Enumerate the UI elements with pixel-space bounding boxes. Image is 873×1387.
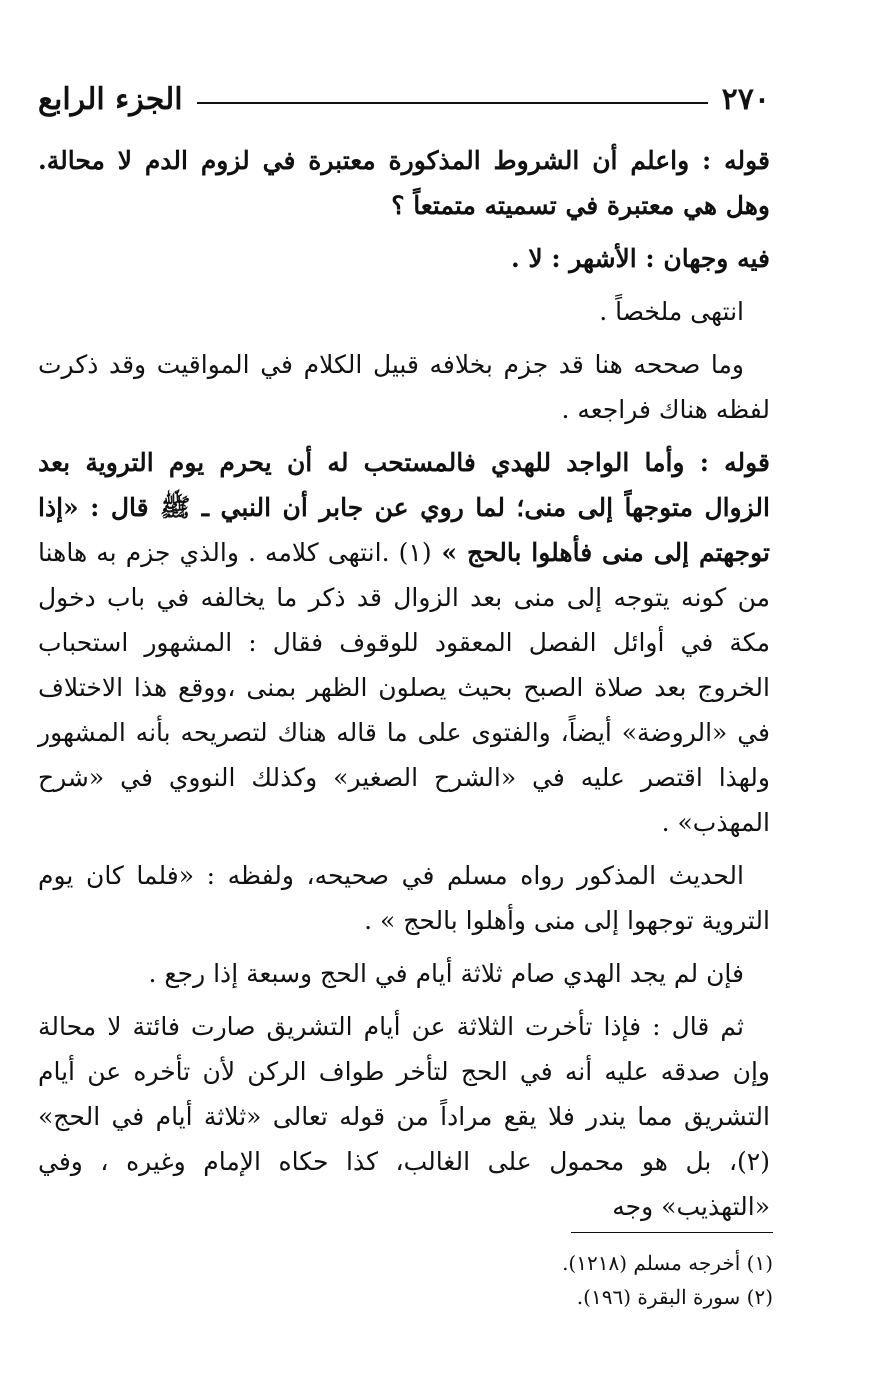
- paragraph-7: فإن لم يجد الهدي صام ثلاثة أيام في الحج وسبعة إذا رجع .: [148, 959, 744, 988]
- header-rule: [197, 102, 708, 104]
- paragraph-5-tail: (١) .انتهى كلامه . والذي جزم به هاهنا من كونه يتوجه إلى منى بعد الزوال قد ذكر ما يخالفه في باب دخول مكة في أوائل الفصل المعقود للوقوف فقال : المشهور استحباب الخروج بعد صلاة الصبح بحيث يصلون الظهر بمنى ،ووقع هذا الاختلاف في «الروضة» أيضاً، والفتوى على ما قاله هناك لتصريحه بأنه المشهور ولهذا اقتصر عليه في «الشرح الصغير» وكذلك النووي في «شرح المهذب» .: [38, 538, 770, 837]
- paragraph-4: وما صححه هنا قد جزم بخلافه قبيل الكلام في المواقيت وقد ذكرت لفظه هناك فراجعه .: [38, 350, 770, 424]
- footnotes: [273, 1246, 773, 1314]
- page-header: [38, 76, 770, 122]
- part-title: الجزء الرابع: [38, 81, 183, 117]
- paragraph-1: قوله : واعلم أن الشروط المذكورة معتبرة في لزوم الدم لا محالة. وهل هي معتبرة في تسميته متمتعاً ؟: [38, 146, 770, 220]
- footnote-rule: [571, 1232, 773, 1233]
- page-number: ٢٧٠: [721, 81, 770, 117]
- footnote-1: (١) أخرجه مسلم (١٢١٨).: [562, 1251, 773, 1275]
- footnote-2: (٢) سورة البقرة (١٩٦).: [576, 1285, 773, 1309]
- body-text: [38, 138, 770, 1237]
- paragraph-5: [38, 440, 770, 845]
- paragraph-8: ثم قال : فإذا تأخرت الثلاثة عن أيام التشريق صارت فائتة لا محالة وإن صدقه عليه أنه في الحج لتأخر طواف الركن لأن تأخره عن أيام التشريق مما يندر فلا يقع مراداً من قوله تعالى «ثلاثة أيام في الحج» (٢)، بل هو محمول على الغالب، كذا حكاه الإمام وغيره ، وفي «التهذيب» وجه: [38, 1012, 770, 1221]
- paragraph-6: الحديث المذكور رواه مسلم في صحيحه، ولفظه : «فلما كان يوم التروية توجهوا إلى منى وأهلوا بالحج » .: [38, 861, 770, 935]
- paragraph-5-bold-lead: قوله : وأما الواجد للهدي فالمستحب له أن يحرم يوم التروية بعد الزوال متوجهاً إلى منى؛ لما روي عن جابر أن النبي ـ ﷺ قال : «إذا توجهتم إلى منى فأهلوا بالحج »: [38, 448, 770, 567]
- paragraph-3: انتهى ملخصاً .: [599, 297, 744, 326]
- paragraph-2: فيه وجهان : الأشهر : لا .: [510, 244, 770, 273]
